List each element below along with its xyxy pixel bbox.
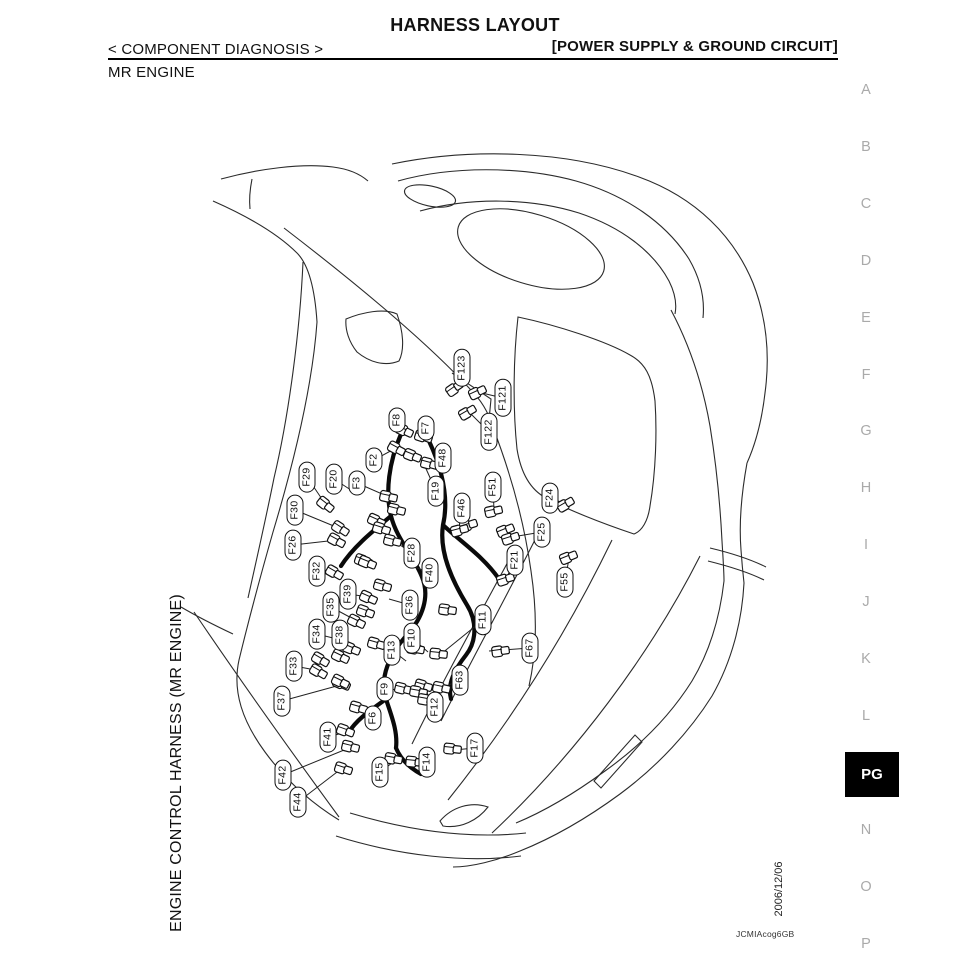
index-letter-b[interactable]: B — [861, 138, 871, 155]
connector-icon — [484, 504, 503, 518]
connector-icon — [414, 429, 434, 444]
connector-label-f21: F21 — [507, 544, 524, 575]
connector-label-f12: F12 — [427, 691, 444, 722]
connector-icon — [438, 604, 456, 617]
leader-line — [334, 479, 357, 494]
connector-label-f3: F3 — [349, 470, 366, 495]
index-letter-c[interactable]: C — [860, 195, 872, 212]
connector-icon — [406, 642, 425, 655]
index-letter-d[interactable]: D — [860, 252, 872, 269]
connector-label-f46: F46 — [454, 492, 471, 523]
connector-label-f38: F38 — [332, 619, 349, 650]
index-letter-a[interactable]: A — [861, 82, 871, 98]
leader-line — [317, 634, 341, 640]
section-title: MR ENGINE — [108, 64, 195, 81]
index-letter-g[interactable]: G — [860, 423, 872, 440]
connector-icon — [379, 490, 398, 504]
connector-icon — [432, 681, 451, 695]
connector-icon — [359, 590, 379, 606]
page-title: HARNESS LAYOUT — [390, 15, 560, 35]
connector-label-f9: F9 — [377, 676, 394, 701]
connector-label-f42: F42 — [275, 759, 292, 790]
connector-label-f35: F35 — [323, 591, 340, 622]
connector-label-f17: F17 — [467, 732, 484, 763]
connector-label-f67: F67 — [522, 632, 539, 663]
connector-label-f41: F41 — [320, 721, 337, 752]
connector-label-f15: F15 — [372, 756, 389, 787]
index-letter-f[interactable]: F — [861, 366, 871, 383]
connector-label-f39: F39 — [340, 578, 357, 609]
connector-label-f20: F20 — [326, 463, 343, 494]
connector-label-f63: F63 — [452, 664, 469, 695]
connector-label-f55: F55 — [557, 566, 574, 597]
connector-icon — [341, 740, 360, 754]
index-letter-o[interactable]: O — [860, 878, 872, 895]
connector-icon — [417, 693, 436, 706]
circuit-subtitle: [POWER SUPPLY & GROUND CIRCUIT] — [551, 38, 838, 55]
connector-icon — [367, 637, 386, 652]
connector-icon — [559, 549, 579, 565]
figure-code: JCMIAcog6GB — [736, 929, 795, 939]
connector-icon — [316, 495, 336, 514]
index-letter-e[interactable]: E — [861, 309, 871, 326]
connector-icon — [491, 645, 509, 658]
connector-icon — [445, 379, 465, 397]
connector-label-f14: F14 — [419, 746, 436, 777]
connector-label-f6: F6 — [365, 705, 382, 730]
index-letter-p[interactable]: P — [861, 935, 871, 952]
connector-label-f37: F37 — [274, 685, 291, 716]
leader-line — [298, 769, 341, 802]
leader-line — [470, 413, 489, 432]
index-letter-k[interactable]: K — [861, 651, 871, 667]
connector-label-f121: F121 — [495, 379, 512, 417]
connector-icon — [358, 555, 378, 571]
connector-label-f34: F34 — [309, 618, 326, 649]
connector-label-f8: F8 — [389, 407, 406, 432]
connector-label-f28: F28 — [404, 537, 421, 568]
index-letter-n[interactable]: N — [860, 821, 872, 838]
connector-label-f19: F19 — [428, 475, 445, 506]
connector-icon — [406, 756, 424, 768]
connector-icon — [334, 761, 354, 776]
index-letter-h[interactable]: H — [860, 480, 872, 497]
connector-icon — [373, 579, 392, 594]
connector-label-f24: F24 — [542, 482, 559, 513]
connector-label-f48: F48 — [435, 442, 452, 473]
leader-line — [441, 620, 483, 654]
connector-label-f26: F26 — [285, 529, 302, 560]
index-letter-j[interactable]: J — [862, 594, 870, 611]
breadcrumb: < COMPONENT DIAGNOSIS > — [108, 41, 324, 58]
harness-name-label: ENGINE CONTROL HARNESS (MR ENGINE) — [168, 594, 185, 932]
connector-icon — [468, 384, 488, 401]
connector-label-f40: F40 — [422, 557, 439, 588]
connector-label-f2: F2 — [366, 447, 383, 472]
connector-label-f51: F51 — [485, 471, 502, 502]
connector-label-f33: F33 — [286, 650, 303, 681]
connector-label-f123: F123 — [454, 349, 471, 387]
connector-label-f25: F25 — [534, 516, 551, 547]
connector-label-f7: F7 — [418, 415, 435, 440]
harness-trunk-lines — [341, 434, 499, 774]
connector-label-f13: F13 — [384, 634, 401, 665]
connector-icon — [349, 701, 368, 716]
car-body-outline — [181, 154, 767, 867]
connector-label-f32: F32 — [309, 555, 326, 586]
connector-label-f10: F10 — [404, 622, 421, 653]
connector-label-f30: F30 — [287, 494, 304, 525]
connector-icon — [430, 648, 448, 660]
connector-label-f29: F29 — [299, 461, 316, 492]
connector-icon — [444, 743, 462, 755]
index-letter-i[interactable]: I — [863, 537, 869, 554]
connector-label-f122: F122 — [481, 413, 498, 451]
leader-line — [389, 599, 410, 605]
revision-date: 2006/12/06 — [773, 861, 785, 917]
connector-label-f36: F36 — [402, 589, 419, 620]
tab-pg-active[interactable]: PG — [845, 752, 899, 797]
connector-icon — [450, 523, 469, 537]
connector-icon — [403, 448, 423, 464]
connector-label-f44: F44 — [290, 786, 307, 817]
connector-label-f11: F11 — [475, 605, 492, 636]
index-letter-l[interactable]: L — [861, 707, 871, 724]
